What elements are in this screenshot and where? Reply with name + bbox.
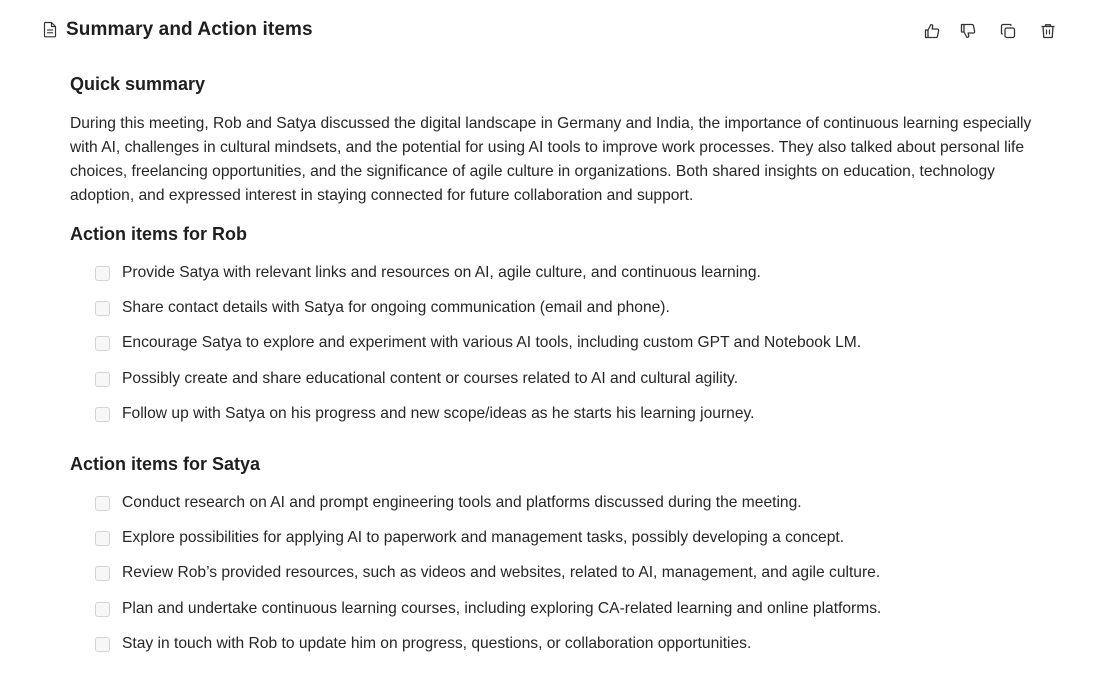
rob-task-item xyxy=(95,262,761,284)
task-text: Share contact details with Satya for ongoing communication (email and phone). xyxy=(122,299,670,316)
satya-task-item xyxy=(95,562,880,584)
quick-summary-heading: Quick summary xyxy=(70,74,206,94)
task-text: Provide Satya with relevant links and resources on AI, agile culture, and continuous learning. xyxy=(122,264,761,281)
task-checkbox[interactable] xyxy=(95,266,110,281)
satya-task-item xyxy=(95,598,881,620)
trash-icon xyxy=(1039,22,1057,40)
task-text: Encourage Satya to explore and experiment with various AI tools, including custom GPT and Notebook LM. xyxy=(122,334,862,351)
copy-button[interactable] xyxy=(997,20,1019,42)
satya-task-item xyxy=(95,492,802,514)
rob-action-items-heading: Action items for Rob xyxy=(70,224,248,244)
task-checkbox[interactable] xyxy=(95,531,110,546)
task-checkbox[interactable] xyxy=(95,496,110,511)
thumbs-up-button[interactable] xyxy=(921,20,943,42)
delete-button[interactable] xyxy=(1037,20,1059,42)
satya-action-items-heading: Action items for Satya xyxy=(70,454,261,474)
task-text: Stay in touch with Rob to update him on progress, questions, or collaboration opportunities. xyxy=(122,635,752,652)
task-text: Possibly create and share educational content or courses related to AI and cultural agility. xyxy=(122,370,739,387)
task-checkbox[interactable] xyxy=(95,566,110,581)
task-checkbox[interactable] xyxy=(95,336,110,351)
copy-icon xyxy=(999,22,1017,40)
satya-task-item xyxy=(95,633,751,655)
rob-task-item xyxy=(95,368,738,390)
thumbs-down-icon xyxy=(959,22,977,40)
task-text: Explore possibilities for applying AI to paperwork and management tasks, possibly developing a concept. xyxy=(122,529,845,546)
task-checkbox[interactable] xyxy=(95,637,110,652)
card-header xyxy=(0,0,1103,62)
thumbs-up-icon xyxy=(923,22,941,40)
task-checkbox[interactable] xyxy=(95,301,110,316)
task-text: Plan and undertake continuous learning courses, including exploring CA-related learning and online platforms. xyxy=(122,600,882,617)
task-text: Review Rob’s provided resources, such as videos and websites, related to AI, management, and agile culture. xyxy=(122,564,881,581)
quick-summary-text: During this meeting, Rob and Satya discussed the digital landscape in Germany and India, the importance of continuous learning especially with AI, challenges in cultural mindsets, and the potential for using AI tools to improve work processes. They also talked about personal life choices, freelancing opportunities, and the significance of agile culture in organizations. Both shared insights on education, technology adoption, and expressed interest in staying connected for future collaboration and support. xyxy=(70,115,1032,204)
task-checkbox[interactable] xyxy=(95,602,110,617)
task-checkbox[interactable] xyxy=(95,372,110,387)
task-text: Follow up with Satya on his progress and new scope/ideas as he starts his learning journey. xyxy=(122,405,755,422)
feedback-toolbar xyxy=(0,20,1103,42)
rob-task-item xyxy=(95,332,861,354)
satya-task-item xyxy=(95,527,844,549)
rob-task-item xyxy=(95,297,670,319)
task-checkbox[interactable] xyxy=(95,407,110,422)
task-text: Conduct research on AI and prompt engineering tools and platforms discussed during the meeting. xyxy=(122,494,802,511)
thumbs-down-button[interactable] xyxy=(957,20,979,42)
card-title: Summary and Action items xyxy=(66,19,313,40)
rob-task-item xyxy=(95,403,754,425)
